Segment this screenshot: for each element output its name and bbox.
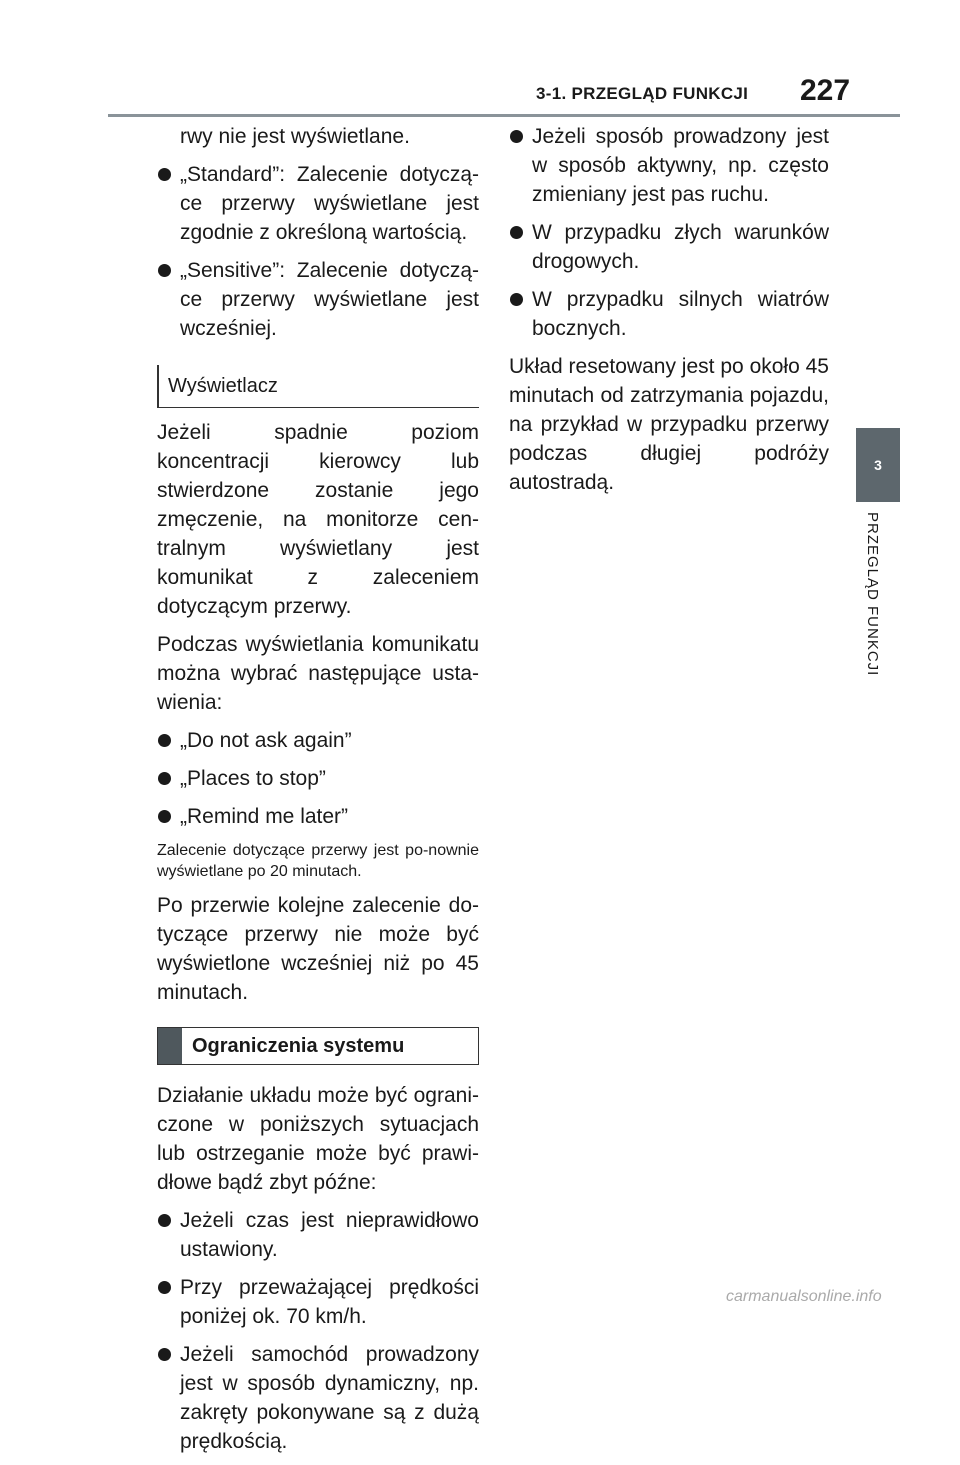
subheading-text: Wyświetlacz xyxy=(168,374,278,397)
list-item-text: Jeżeli sposób prowadzony jest w sposób aktywny, np. często zmieniany jest pas ruchu. xyxy=(532,125,829,206)
page-number: 227 xyxy=(800,74,851,107)
list-item-text: Jeżeli samochód prowadzony jest w sposób dynamiczny, np. zakręty pokonywane są z dużą prędkością. xyxy=(180,1343,479,1453)
right-column xyxy=(509,122,829,506)
header-rule xyxy=(108,114,900,117)
bullet-icon xyxy=(158,1348,171,1361)
list-item-text: „Sensitive”: Zalecenie dotyczą-ce przerwy wyświetlane jest wcześniej. xyxy=(180,259,479,340)
paragraph: Działanie układu może być ograni-czone w poniższych sytuacjach lub ostrzeganie może być prawi-dłowe bądź zbyt późne: xyxy=(157,1084,479,1194)
bullet-icon xyxy=(510,226,523,239)
watermark: carmanualsonline.info xyxy=(726,1288,882,1305)
bullet-icon xyxy=(158,810,171,823)
bullet-icon xyxy=(510,130,523,143)
bullet-icon xyxy=(158,264,171,277)
list-item-text: „Places to stop” xyxy=(180,767,326,790)
bullet-icon xyxy=(158,734,171,747)
bullet-icon xyxy=(158,1214,171,1227)
list-item xyxy=(157,160,479,247)
list-item xyxy=(157,1340,479,1456)
paragraph: Układ resetowany jest po około 45 minutach od zatrzymania pojazdu, na przykład w przypadku przerwy podczas długiej podróży autostradą. xyxy=(509,355,829,494)
chapter-tab-label: PRZEGLĄD FUNKCJI xyxy=(864,512,881,677)
chapter-tab[interactable]: 3 xyxy=(856,428,900,502)
list-item-text: Przy przeważającej prędkości poniżej ok. 70 km/h. xyxy=(180,1276,479,1328)
list-item xyxy=(157,726,479,755)
list-item xyxy=(509,285,829,343)
section-bar xyxy=(158,1028,182,1064)
list-item xyxy=(157,1273,479,1331)
subheading-display xyxy=(157,365,479,408)
list-item xyxy=(157,802,479,831)
list-item-text: „Standard”: Zalecenie dotyczą-ce przerwy wyświetlane jest zgodnie z określoną wartością. xyxy=(180,163,479,244)
paragraph: Podczas wyświetlania komunikatu można wybrać następujące usta-wienia: xyxy=(157,633,479,714)
list-item-text: Jeżeli czas jest nieprawidłowo ustawiony. xyxy=(180,1209,479,1261)
list-item-text: „Do not ask again” xyxy=(180,729,352,752)
header-section-title: 3-1. PRZEGLĄD FUNKCJI xyxy=(536,84,749,103)
list-item xyxy=(509,218,829,276)
list-item xyxy=(157,764,479,793)
list-item-text: W przypadku złych warunków drogowych. xyxy=(532,221,829,273)
list-item xyxy=(157,256,479,343)
list-item-text: W przypadku silnych wiatrów bocznych. xyxy=(532,288,829,340)
bullet-icon xyxy=(158,772,171,785)
left-column xyxy=(157,122,479,1465)
list-item-text: „Remind me later” xyxy=(180,805,349,828)
paragraph: Jeżeli spadnie poziom koncentracji kierowcy lub stwierdzone zostanie jego zmęczenie, na monitorze cen-tralnym wyświetlany jest komunikat z zaleceniem dotyczącym przerwy. xyxy=(157,421,479,618)
list-item xyxy=(157,1206,479,1264)
section-heading-limits xyxy=(157,1027,479,1065)
continuation-text: rwy nie jest wyświetlane. xyxy=(180,125,410,148)
bullet-icon xyxy=(158,168,171,181)
paragraph: Po przerwie kolejne zalecenie do-tyczące przerwy nie może być wyświetlone wcześniej niż po 45 minutach. xyxy=(157,894,479,1004)
list-item xyxy=(509,122,829,209)
section-heading-text: Ograniczenia systemu xyxy=(192,1034,405,1057)
note: Zalecenie dotyczące przerwy jest po-nownie wyświetlane po 20 minutach. xyxy=(157,842,479,880)
bullet-icon xyxy=(510,293,523,306)
bullet-icon xyxy=(158,1281,171,1294)
